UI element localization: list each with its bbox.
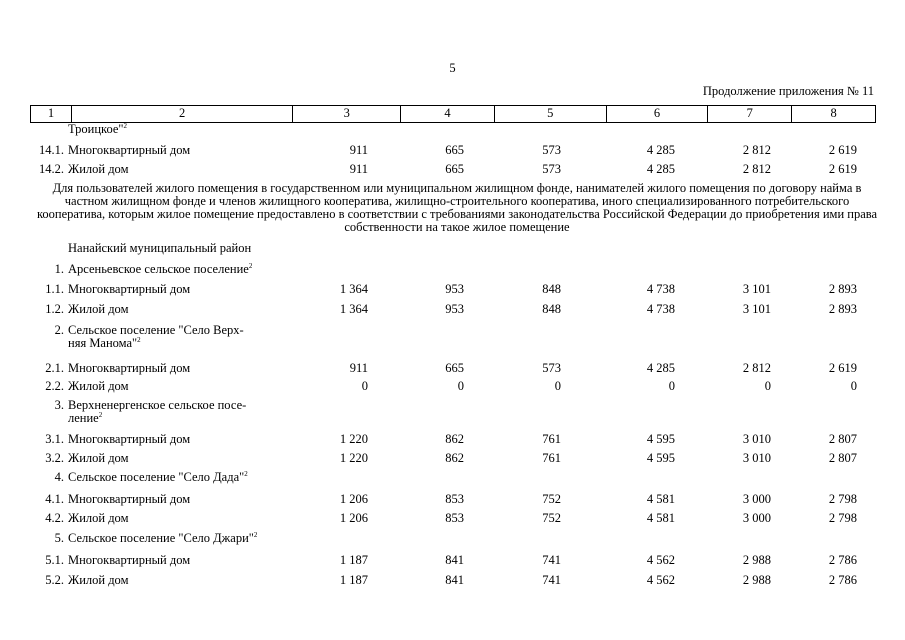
value-col-8: 2 807	[828, 432, 857, 446]
row-name-text: Многоквартирный дом	[68, 553, 191, 567]
value-col-3: 911	[349, 162, 368, 176]
value-col-4: 853	[445, 492, 464, 506]
value-col-8: 2 798	[828, 492, 857, 506]
value-col-4: 953	[445, 282, 464, 296]
value-col-6: 4 562	[646, 553, 675, 567]
value-col-5: 741	[542, 553, 561, 567]
row-name-text: Многоквартирный дом	[68, 361, 191, 375]
row-name	[68, 493, 292, 506]
row-number: 4.1.	[45, 492, 64, 506]
footnote-mark: 2	[248, 262, 253, 270]
value-col-6: 4 738	[646, 302, 675, 316]
value-col-6: 4 595	[646, 432, 675, 446]
row-number: 1.	[54, 262, 64, 276]
row-name	[68, 283, 292, 296]
header-cell-5: 5	[494, 106, 606, 122]
value-col-5: 752	[542, 511, 561, 525]
row-name-text: Жилой дом	[68, 511, 129, 525]
value-col-6: 4 562	[646, 573, 675, 587]
value-col-4: 862	[445, 451, 464, 465]
row-name	[68, 532, 292, 545]
footnote-mark: 2	[137, 335, 141, 344]
table-row	[30, 362, 876, 375]
value-col-7: 3 000	[742, 511, 771, 525]
table-row	[30, 532, 876, 545]
value-col-7: 3 101	[742, 302, 771, 316]
value-col-5: 848	[542, 282, 561, 296]
row-name-text: Сельское поселение "Село Дада"	[68, 470, 245, 484]
table-row	[30, 163, 876, 176]
row-name	[68, 324, 292, 349]
value-col-4: 665	[445, 162, 464, 176]
header-cell-8: 8	[791, 106, 875, 122]
table-row	[30, 303, 876, 316]
row-name-text: Жилой дом	[68, 451, 129, 465]
row-name-text: Жилой дом	[68, 573, 129, 587]
row-name	[68, 433, 292, 446]
value-col-4: 953	[445, 302, 464, 316]
table-row	[30, 324, 876, 349]
row-number: 1.1.	[45, 282, 64, 296]
row-name-text: Троицкое"	[68, 122, 124, 136]
table-row	[30, 123, 876, 136]
value-col-7: 3 010	[742, 451, 771, 465]
table-row	[30, 263, 876, 276]
value-col-8: 2 619	[828, 162, 857, 176]
row-name-text: Многоквартирный дом	[68, 432, 191, 446]
value-col-7: 3 000	[742, 492, 771, 506]
value-col-6: 4 738	[646, 282, 675, 296]
header-cell-7: 7	[707, 106, 791, 122]
row-name	[68, 471, 292, 484]
value-col-7: 2 812	[742, 162, 771, 176]
value-col-7: 2 812	[742, 361, 771, 375]
district-title-text: Нанайский муниципальный район	[68, 241, 252, 255]
value-col-7: 2 812	[742, 143, 771, 157]
table-row	[30, 399, 876, 424]
continuation-label: Продолжение приложения № 11	[702, 84, 874, 98]
value-col-6: 4 595	[646, 451, 675, 465]
row-name	[68, 512, 292, 525]
row-name-text: Сельское поселение "Село Верх-	[68, 323, 244, 337]
value-col-5: 761	[542, 451, 561, 465]
header-cell-3: 3	[292, 106, 400, 122]
row-number: 14.1.	[39, 143, 64, 157]
row-number: 14.2.	[39, 162, 64, 176]
table-row	[30, 433, 876, 446]
row-name-text: Верхненергенское сельское посе-	[68, 398, 247, 412]
footnote-mark: 2	[253, 531, 258, 539]
row-number: 5.2.	[45, 573, 64, 587]
row-name	[68, 362, 292, 375]
table-row	[30, 283, 876, 296]
value-col-4: 665	[445, 143, 464, 157]
row-number: 5.1.	[45, 553, 64, 567]
page-number: 5	[449, 61, 456, 75]
value-col-8: 2 619	[828, 143, 857, 157]
value-col-3: 1 220	[339, 432, 368, 446]
row-name	[68, 399, 292, 424]
value-col-5: 573	[542, 361, 561, 375]
value-col-3: 911	[349, 361, 368, 375]
value-col-8: 0	[850, 379, 857, 393]
header-cell-6: 6	[606, 106, 708, 122]
value-col-5: 752	[542, 492, 561, 506]
value-col-5: 761	[542, 432, 561, 446]
value-col-8: 2 807	[828, 451, 857, 465]
value-col-6: 4 581	[646, 511, 675, 525]
value-col-8: 2 798	[828, 511, 857, 525]
row-name-text: Многоквартирный дом	[68, 282, 191, 296]
value-col-4: 841	[445, 573, 464, 587]
row-number: 3.2.	[45, 451, 64, 465]
row-name-text-continued: ление	[68, 410, 99, 425]
row-name	[68, 144, 292, 157]
value-col-5: 848	[542, 302, 561, 316]
row-name	[68, 303, 292, 316]
value-col-3: 1 220	[339, 451, 368, 465]
district-title	[30, 242, 876, 255]
row-number: 4.	[54, 470, 64, 484]
value-col-6: 0	[668, 379, 675, 393]
value-col-4: 0	[457, 379, 464, 393]
value-col-7: 3 010	[742, 432, 771, 446]
section-paragraph: Для пользователей жилого помещения в государственном или муниципальном жилищном фонде, нанимателей жилого помещения по договору найма в частном жилищном фонде и членов жилищного кооператива, жилищно-строительного кооператива, иного специализированного потребительского кооператива, которым жилое помещение предоставлено в соответствии с требованиями законодательства Российской Федерации до приобретения ими права собственности на такое жилое помещение	[36, 181, 878, 234]
row-name	[68, 123, 292, 136]
value-col-6: 4 285	[646, 143, 675, 157]
row-name-text: Многоквартирный дом	[68, 143, 191, 157]
row-number: 5.	[54, 531, 64, 545]
row-number: 2.2.	[45, 379, 64, 393]
row-name-text: Многоквартирный дом	[68, 492, 191, 506]
table-row	[30, 574, 876, 587]
value-col-7: 3 101	[742, 282, 771, 296]
value-col-3: 0	[361, 379, 368, 393]
row-number: 3.1.	[45, 432, 64, 446]
row-number: 2.1.	[45, 361, 64, 375]
header-cell-1: 1	[47, 106, 55, 120]
value-col-8: 2 893	[828, 282, 857, 296]
value-col-3: 1 364	[339, 302, 368, 316]
table-row	[30, 380, 876, 393]
value-col-7: 0	[764, 379, 771, 393]
row-name-text: Жилой дом	[68, 162, 129, 176]
value-col-3: 911	[349, 143, 368, 157]
row-name-text: Сельское поселение "Село Джари"	[68, 531, 254, 545]
footnote-mark: 2	[98, 410, 103, 419]
row-name	[68, 163, 292, 176]
table-row	[30, 554, 876, 567]
row-name-text: Жилой дом	[68, 302, 129, 316]
header-cell-2: 2	[71, 106, 292, 122]
value-col-7: 2 988	[742, 573, 771, 587]
value-col-6: 4 285	[646, 162, 675, 176]
row-number: 4.2.	[45, 511, 64, 525]
table-row	[30, 493, 876, 506]
value-col-3: 1 364	[339, 282, 368, 296]
row-name	[68, 380, 292, 393]
header-cell-4: 4	[400, 106, 494, 122]
row-name-text: Жилой дом	[68, 379, 129, 393]
value-col-5: 0	[554, 379, 561, 393]
row-name-text: Арсеньевское сельское поселение	[68, 262, 249, 276]
footnote-mark: 2	[123, 122, 128, 130]
value-col-4: 665	[445, 361, 464, 375]
row-number: 1.2.	[45, 302, 64, 316]
table-header-row	[30, 105, 876, 123]
value-col-4: 862	[445, 432, 464, 446]
row-name	[68, 263, 292, 276]
value-col-5: 741	[542, 573, 561, 587]
value-col-3: 1 187	[339, 573, 368, 587]
value-col-3: 1 187	[339, 553, 368, 567]
value-col-3: 1 206	[339, 511, 368, 525]
value-col-8: 2 893	[828, 302, 857, 316]
value-col-8: 2 786	[828, 553, 857, 567]
value-col-3: 1 206	[339, 492, 368, 506]
row-name-text-continued: няя Манома"	[68, 335, 138, 350]
value-col-6: 4 285	[646, 361, 675, 375]
value-col-4: 853	[445, 511, 464, 525]
row-name	[68, 452, 292, 465]
value-col-4: 841	[445, 553, 464, 567]
value-col-8: 2 619	[828, 361, 857, 375]
row-name	[68, 574, 292, 587]
value-col-5: 573	[542, 143, 561, 157]
table-row	[30, 452, 876, 465]
value-col-8: 2 786	[828, 573, 857, 587]
row-number: 3.	[54, 398, 64, 412]
footnote-mark: 2	[244, 470, 248, 478]
row-name	[68, 554, 292, 567]
table-row	[30, 512, 876, 525]
row-number: 2.	[54, 323, 64, 337]
table-row	[30, 471, 876, 484]
value-col-6: 4 581	[646, 492, 675, 506]
value-col-7: 2 988	[742, 553, 771, 567]
value-col-5: 573	[542, 162, 561, 176]
table-row	[30, 144, 876, 157]
tariff-table	[30, 105, 878, 587]
